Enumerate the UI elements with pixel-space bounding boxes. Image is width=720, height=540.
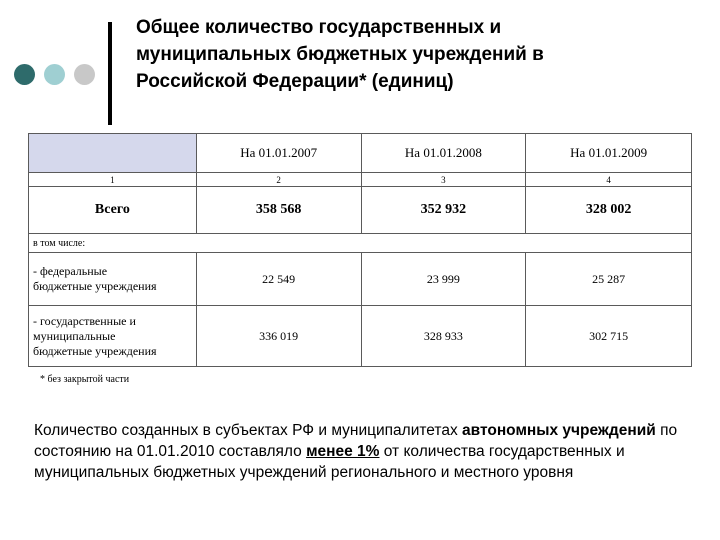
title-line: Российской Федерации* (единиц)	[136, 71, 454, 92]
paragraph-bold: автономных учреждений	[462, 422, 656, 439]
table-row	[29, 306, 692, 367]
header-empty-cell	[29, 134, 197, 173]
table-cell: 25 287	[526, 253, 692, 306]
row-label-line: - государственные и	[33, 313, 136, 328]
paragraph-bold-underlined: менее 1%	[306, 443, 380, 460]
column-number: 2	[196, 173, 361, 187]
dot-dark	[14, 64, 35, 85]
column-number: 1	[29, 173, 197, 187]
footnote: * без закрытой части	[40, 374, 130, 385]
total-row	[29, 187, 692, 234]
table-cell: 328 002	[526, 187, 692, 234]
paragraph-text: от количества государственных и муниципальных бюджетных учреждений регионального и местного уровня	[34, 443, 625, 481]
column-number: 3	[361, 173, 526, 187]
table-cell: 302 715	[526, 306, 692, 367]
row-label	[29, 253, 197, 306]
table-cell: 336 019	[196, 306, 361, 367]
paragraph-text: Количество созданных в субъектах РФ и муниципалитетах	[34, 422, 463, 439]
table-cell: 358 568	[196, 187, 361, 234]
row-label: Всего	[29, 187, 197, 234]
row-label-line: - федеральные	[33, 264, 108, 278]
row-label-line: бюджетные учреждения	[33, 279, 157, 293]
column-header: На 01.01.2007	[196, 134, 361, 173]
institutions-table	[28, 133, 692, 367]
header-row	[29, 134, 692, 173]
table-row	[29, 253, 692, 306]
table-cell: 328 933	[361, 306, 526, 367]
row-label	[29, 306, 197, 367]
table-cell: 22 549	[196, 253, 361, 306]
dot-grey	[74, 64, 95, 85]
slide-title	[136, 14, 696, 95]
column-header: На 01.01.2008	[361, 134, 526, 173]
including-label: в том числе:	[29, 234, 692, 253]
including-row	[29, 234, 692, 253]
table-cell: 23 999	[361, 253, 526, 306]
dot-light	[44, 64, 65, 85]
title-divider	[108, 22, 112, 125]
title-line: Общее количество государственных и	[136, 17, 502, 38]
title-line: муниципальных бюджетных учреждений в	[136, 44, 544, 65]
column-number-row	[29, 173, 692, 187]
column-number: 4	[526, 173, 692, 187]
paragraph-text: по состоянию на 01.01.2010 составляло	[34, 422, 678, 460]
row-label-line: муниципальные	[33, 328, 116, 343]
column-header: На 01.01.2009	[526, 134, 692, 173]
summary-paragraph	[34, 420, 684, 483]
row-label-line: бюджетные учреждения	[33, 343, 157, 358]
table-cell: 352 932	[361, 187, 526, 234]
